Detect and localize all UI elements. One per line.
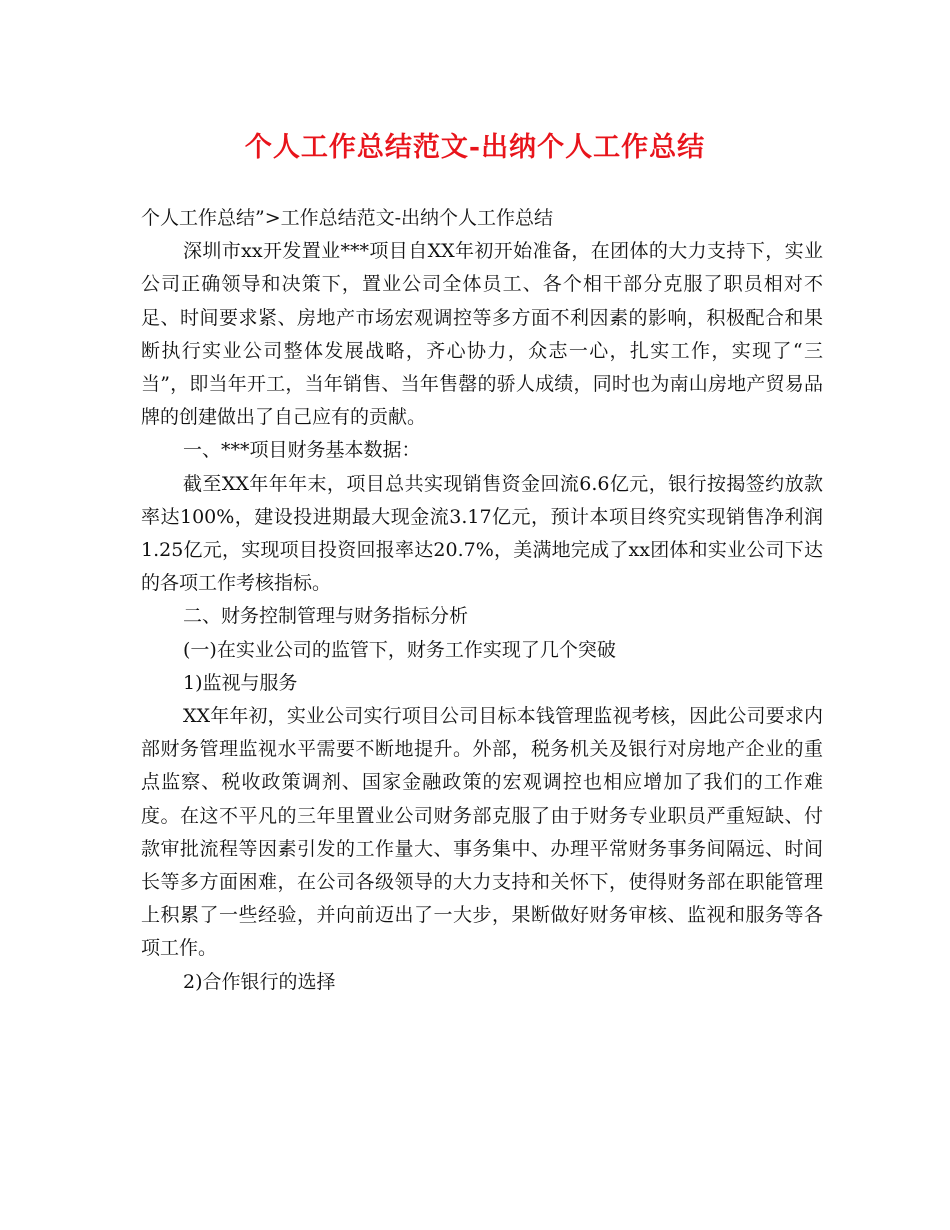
item-heading-1: 1)监视与服务 (183, 671, 298, 694)
section-heading-1: 一、***项目财务基本数据： (183, 439, 421, 462)
document-title: 个人工作总结范文-出纳个人工作总结 (244, 132, 706, 163)
document-body (141, 202, 823, 999)
supervision-paragraph: XX年年初，实业公司实行项目公司目标本钱管理监视考核，因此公司要求内部财务管理监视水平需要不断地提升。外部，税务机关及银行对房地产企业的重点监察、税收政策调剂、国家金融政策的宏观调控也相应增加了我们的工作难度。在这不平凡的三年里置业公司财务部克服了由于财务专业职员严重短缺、付款审批流程等因素引发的工作量大、事务集中、办理平常财务事务间隔远、时间长等多方面困难，在公司各级领导的大力支持和关怀下，使得财务部在职能管理上积累了一些经验，并向前迈出了一大步，果断做好财务审核、监视和服务等各项工作。 (141, 705, 823, 960)
breadcrumb-line: 个人工作总结”>工作总结范文-出纳个人工作总结 (141, 207, 554, 229)
item-heading-2: 2)合作银行的选择 (183, 970, 336, 993)
section-heading-2: 二、财务控制管理与财务指标分析 (183, 605, 469, 628)
financial-data-paragraph: 截至XX年年年末，项目总共实现销售资金回流6.6亿元，银行按揭签约放款率达100%，建设投进期最大现金流3.17亿元，预计本项目终究实现销售净利润1.25亿元，实现项目投资回报率达20.7%，美满地完成了xx团体和实业公司下达的各项工作考核指标。 (141, 472, 823, 595)
intro-paragraph: 深圳市xx开发置业***项目自XX年初开始准备，在团体的大力支持下，实业公司正确领导和决策下，置业公司全体员工、各个相干部分克服了职员相对不足、时间要求紧、房地产市场宏观调控等多方面不利因素的影响，积极配合和果断执行实业公司整体发展战略，齐心协力，众志一心，扎实工作，实现了“三当”，即当年开工，当年销售、当年售罄的骄人成绩，同时也为南山房地产贸易品牌的创建做出了自己应有的贡献。 (141, 240, 823, 429)
subsection-heading-1: (一)在实业公司的监管下，财务工作实现了几个突破 (183, 638, 616, 661)
